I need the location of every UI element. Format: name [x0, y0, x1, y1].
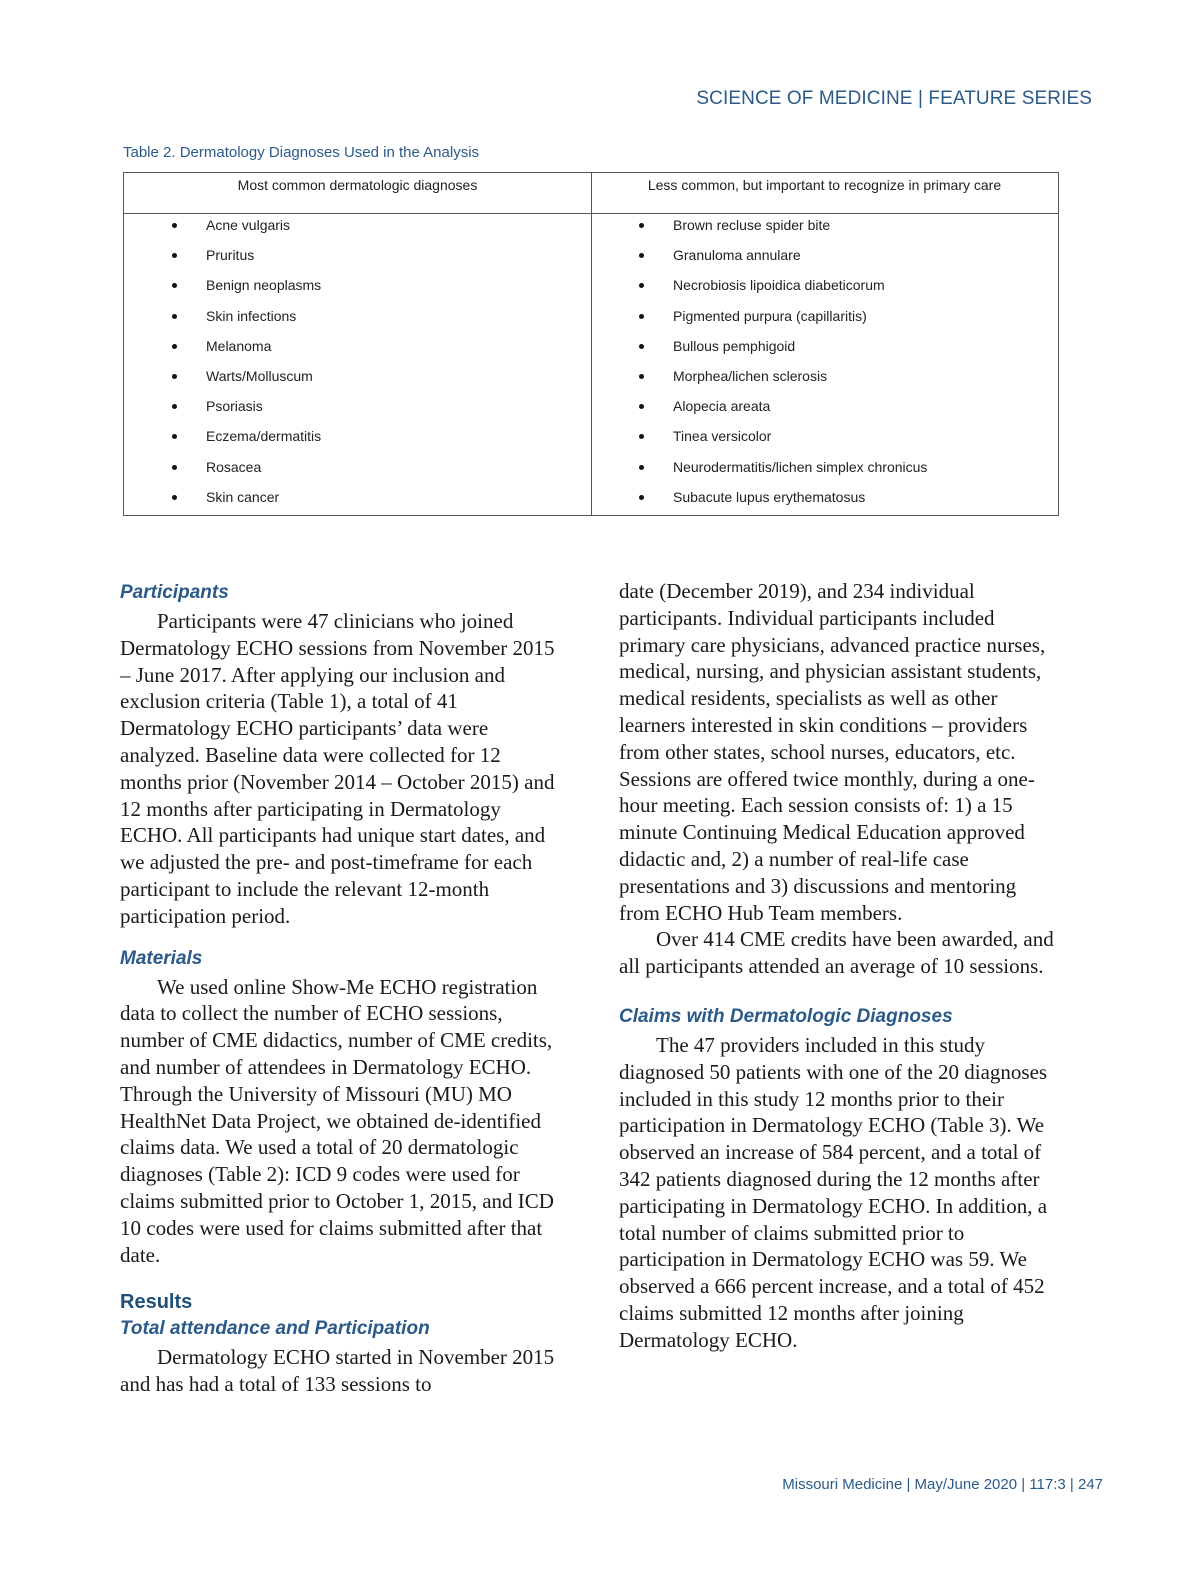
list-item: Pigmented purpura (capillaritis)	[591, 301, 1058, 331]
list-item: Neurodermatitis/lichen simplex chronicus	[591, 452, 1058, 482]
list-item: Necrobiosis lipoidica diabeticorum	[591, 270, 1058, 300]
list-item: Benign neoplasms	[124, 270, 591, 300]
claims-paragraph: The 47 providers included in this study diagnosed 50 patients with one of the 20 diagnoses included in this study 12 months prior to their participation in Dermatology ECHO (Table 3). We observed an increase of 584 percent, and a total of 342 patients diagnosed during the 12 months after participating in Dermatology ECHO. In addition, a total number of claims submitted prior to participation in Dermatology ECHO was 59. We observed a 666 percent increase, and a total of 452 claims submitted 12 months after joining Dermatology ECHO.	[619, 1032, 1048, 1352]
table-header-most-common: Most common dermatologic diagnoses	[124, 173, 591, 214]
list-item: Acne vulgaris	[124, 210, 591, 240]
results-heading: Results	[120, 1291, 193, 1314]
page-footer: Missouri Medicine | May/June 2020 | 117:3 | 247	[782, 1476, 1103, 1493]
list-item: Melanoma	[124, 331, 591, 361]
list-item: Granuloma annulare	[591, 240, 1058, 270]
list-item: Skin cancer	[124, 482, 591, 512]
most-common-list	[124, 214, 591, 512]
claims-heading: Claims with Dermatologic Diagnoses	[619, 1005, 953, 1027]
attendance-heading: Total attendance and Participation	[120, 1318, 430, 1340]
body-column-left	[120, 578, 560, 1398]
materials-paragraph: We used online Show-Me ECHO registration data to collect the number of ECHO sessions, number of CME didactics, number of CME credits, and number of attendees in Dermatology ECHO. Through the University of Missouri (MU) MO HealthNet Data Project, we obtained de-identified claims data. We used a total of 20 dermatologic diagnoses (Table 2): ICD 9 codes were used for claims submitted prior to October 1, 2015, and ICD 10 codes were used for claims submitted after that date.	[120, 974, 554, 1267]
list-item: Tinea versicolor	[591, 421, 1058, 451]
list-item: Subacute lupus erythematosus	[591, 482, 1058, 512]
running-header: SCIENCE OF MEDICINE | FEATURE SERIES	[696, 88, 1092, 109]
list-item: Psoriasis	[124, 391, 591, 421]
list-item: Warts/Molluscum	[124, 361, 591, 391]
participants-heading: Participants	[120, 582, 229, 603]
list-item: Pruritus	[124, 240, 591, 270]
body-column-right	[619, 578, 1059, 1354]
table-caption: Table 2. Dermatology Diagnoses Used in the Analysis	[123, 144, 480, 161]
participants-paragraph: Participants were 47 clinicians who joined Dermatology ECHO sessions from November 2015 – June 2017. After applying our inclusion and exclusion criteria (Table 1), a total of 41 Dermatology ECHO participants’ data were analyzed. Baseline data were collected for 12 months prior (November 2014 – October 2015) and 12 months after participating in Dermatology ECHO. All participants had unique start dates, and we adjusted the pre- and post-timeframe for each participant to include the relevant 12-month participation period.	[120, 609, 555, 928]
list-item: Skin infections	[124, 301, 591, 331]
attendance-paragraph-continued: date (December 2019), and 234 individual participants. Individual participants included primary care physicians, advanced practice nurses, medical, nursing, and physician assistant students, medical residents, specialists as well as other learners interested in skin conditions – providers from other states, school nurses, educators, etc. Sessions are offered twice monthly, during a one-hour meeting. Each session consists of: 1) a 15 minute Continuing Medical Education approved didactic and, 2) a number of real-life case presentations and 3) discussions and mentoring from ECHO Hub Team members.	[619, 579, 1046, 925]
diagnoses-table	[123, 172, 1059, 516]
attendance-paragraph-start: Dermatology ECHO started in November 2015 and has had a total of 133 sessions to	[120, 1345, 555, 1397]
list-item: Bullous pemphigoid	[591, 331, 1058, 361]
list-item: Rosacea	[124, 452, 591, 482]
cme-paragraph: Over 414 CME credits have been awarded, and all participants attended an average of 10 sessions.	[619, 927, 1054, 979]
list-item: Eczema/dermatitis	[124, 421, 591, 451]
list-item: Alopecia areata	[591, 391, 1058, 421]
list-item: Morphea/lichen sclerosis	[591, 361, 1058, 391]
list-item: Brown recluse spider bite	[591, 210, 1058, 240]
less-common-list	[591, 214, 1058, 512]
table-header-less-common: Less common, but important to recognize in primary care	[591, 173, 1058, 214]
table-column-less-common	[591, 173, 1058, 515]
table-column-most-common	[124, 173, 592, 515]
materials-heading: Materials	[120, 947, 203, 969]
